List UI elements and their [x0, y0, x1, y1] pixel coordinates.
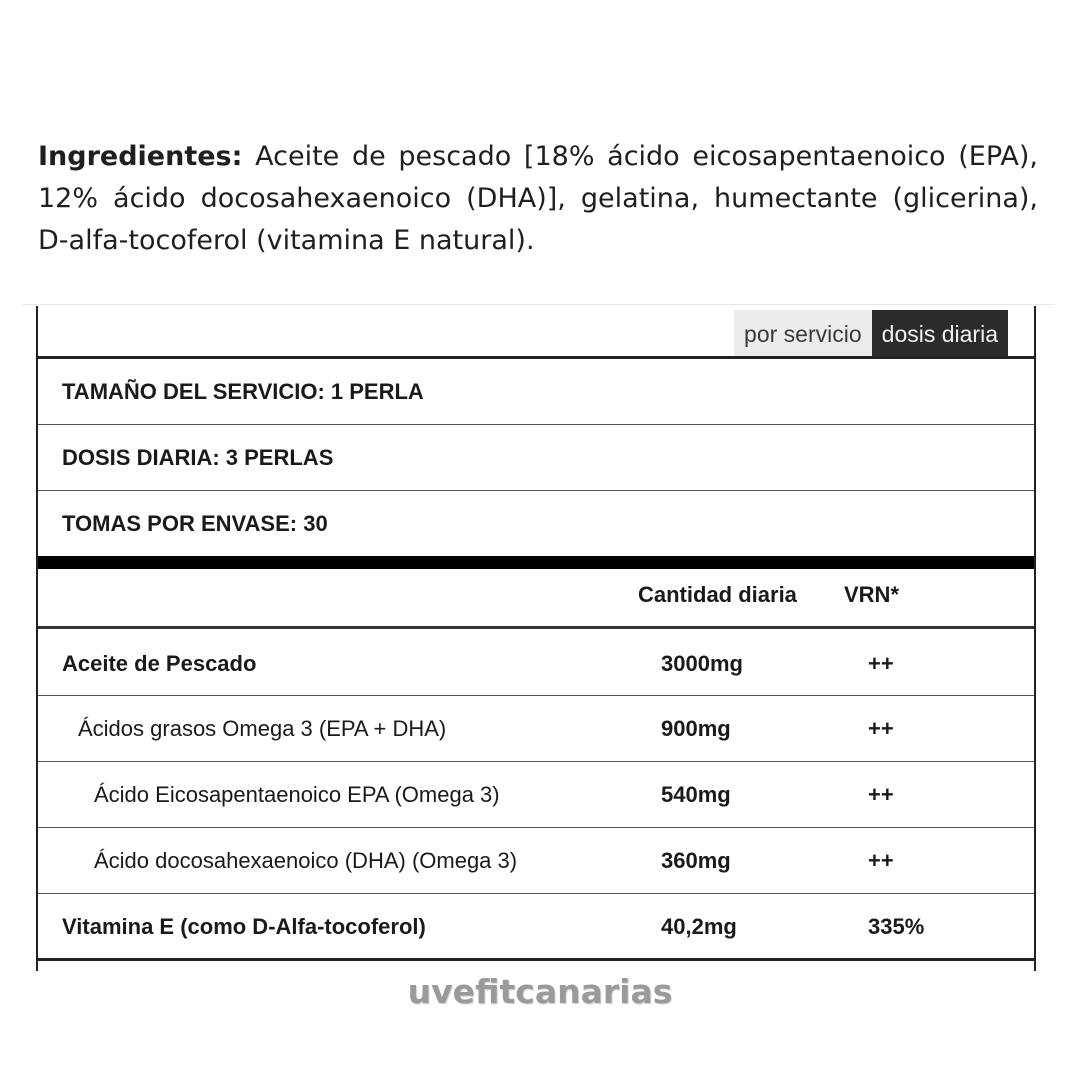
table-row-name: Ácido docosahexaenoico (DHA) (Omega 3): [94, 848, 518, 873]
table-row-nrv: ++: [868, 651, 894, 676]
row-divider: [38, 827, 1034, 828]
divider: [22, 304, 1054, 305]
table-row-name: Vitamina E (como D-Alfa-tocoferol): [62, 914, 426, 939]
row-divider: [38, 695, 1034, 696]
row-divider: [38, 893, 1034, 894]
toggle-daily-dose-button[interactable]: dosis diaria: [872, 310, 1008, 358]
section-divider: [38, 556, 1034, 569]
serving-toggle[interactable]: [734, 310, 1008, 358]
column-header-nrv: VRN*: [844, 582, 900, 607]
row-divider: [38, 761, 1034, 762]
toggle-per-serving-button[interactable]: por servicio: [734, 310, 872, 358]
table-row-nrv: ++: [868, 782, 894, 807]
ingredients-paragraph: [38, 136, 1038, 262]
table-row-name: Aceite de Pescado: [62, 651, 257, 676]
table-row-amount: 40,2mg: [661, 914, 737, 939]
servings-per-container: TOMAS POR ENVASE: 30: [62, 511, 328, 536]
ingredients-label: Ingredientes:: [38, 141, 243, 172]
nutrition-table: [36, 306, 1036, 971]
watermark: uvefitcanarias: [407, 972, 673, 1011]
row-divider: [38, 958, 1034, 961]
row-divider: [38, 490, 1034, 491]
daily-dose: DOSIS DIARIA: 3 PERLAS: [62, 445, 334, 470]
ingredients-text: Aceite de pescado [18% ácido eicosapentaenoico (EPA), 12% ácido docosahexaenoico (DHA)], gelatina, humectante (glicerina), D-alfa-tocoferol (vitamina E natural).: [38, 141, 1038, 256]
table-row-name: Ácido Eicosapentaenoico EPA (Omega 3): [94, 782, 500, 807]
table-row-amount: 360mg: [661, 848, 731, 873]
row-divider: [38, 356, 1034, 359]
column-header-amount: Cantidad diaria: [638, 582, 797, 607]
table-row-amount: 540mg: [661, 782, 731, 807]
table-row-nrv: 335%: [868, 914, 925, 939]
table-row-nrv: ++: [868, 848, 894, 873]
table-row-amount: 3000mg: [661, 651, 743, 676]
table-row-name: Ácidos grasos Omega 3 (EPA + DHA): [78, 716, 447, 741]
row-divider: [38, 424, 1034, 425]
row-divider: [38, 626, 1034, 629]
table-row-nrv: ++: [868, 716, 894, 741]
table-row-amount: 900mg: [661, 716, 731, 741]
serving-size: TAMAÑO DEL SERVICIO: 1 PERLA: [62, 379, 424, 404]
